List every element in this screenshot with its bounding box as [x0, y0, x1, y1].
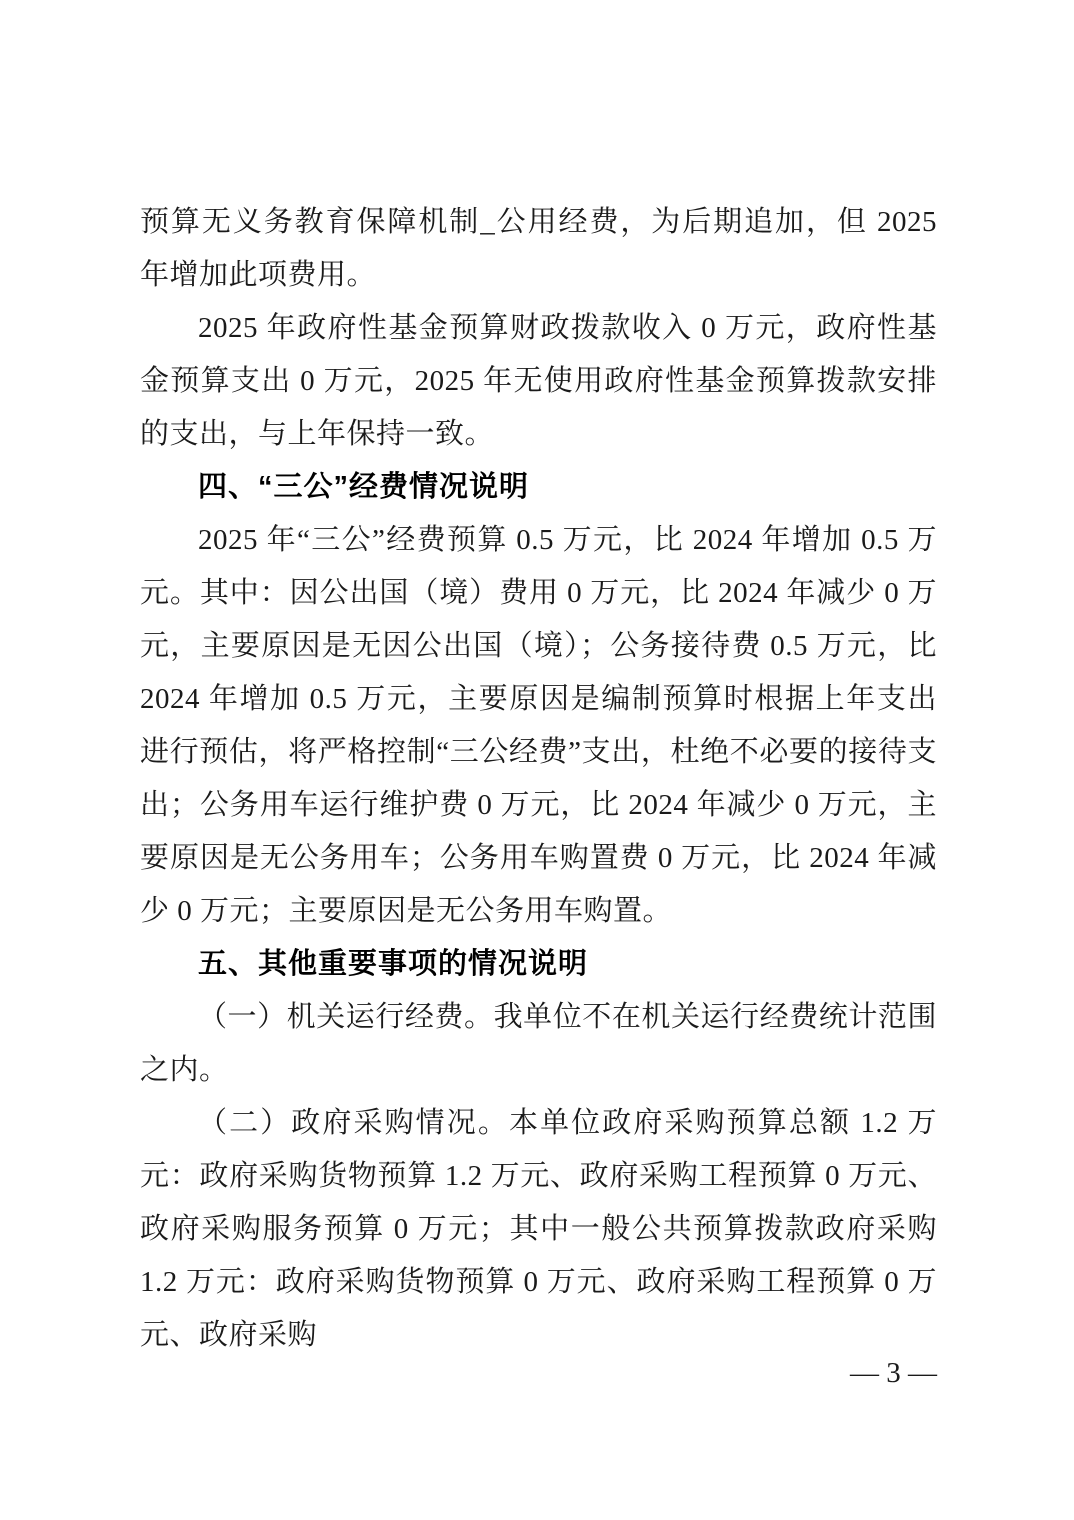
page-number: — 3 — — [850, 1357, 937, 1389]
paragraph-three-public-expenses-detail: 2025 年“三公”经费预算 0.5 万元，比 2024 年增加 0.5 万元。其中：因公出国（境）费用 0 万元，比 2024 年减少 0 万元，主要原因是无因公出国（境）；公务接待费 0.5 万元，比 2024 年增加 0.5 万元，主要原因是编制预算时根据上年支出进行预估，将严格控制“三公经费”支出，杜绝不必要的接待支出；公务用车运行维护费 0 万元，比 2024 年减少 0 万元，主要原因是无公务用车；公务用车购置费 0 万元，比 2024 年减少 0 万元；主要原因是无公务用车购置。 — [140, 524, 937, 927]
heading-section-four-three-public-expenses: 四、“三公”经费情况说明 — [198, 471, 530, 503]
paragraph-budget-continuation: 预算无义务教育保障机制_公用经费，为后期追加，但 2025 年增加此项费用。 — [140, 206, 937, 291]
paragraph-agency-operating-expenses: （一）机关运行经费。我单位不在机关运行经费统计范围之内。 — [140, 1001, 937, 1086]
document-body — [140, 196, 937, 1362]
paragraph-government-procurement: （二）政府采购情况。本单位政府采购预算总额 1.2 万元：政府采购货物预算 1.2 万元、政府采购工程预算 0 万元、政府采购服务预算 0 万元；其中一般公共预算拨款政府采购 1.2 万元：政府采购货物预算 0 万元、政府采购工程预算 0 万元、政府采购 — [140, 1107, 937, 1351]
heading-section-five-other-important-matters: 五、其他重要事项的情况说明 — [198, 948, 589, 980]
paragraph-gov-fund-budget: 2025 年政府性基金预算财政拨款收入 0 万元，政府性基金预算支出 0 万元，2025 年无使用政府性基金预算拨款安排的支出，与上年保持一致。 — [140, 312, 937, 450]
